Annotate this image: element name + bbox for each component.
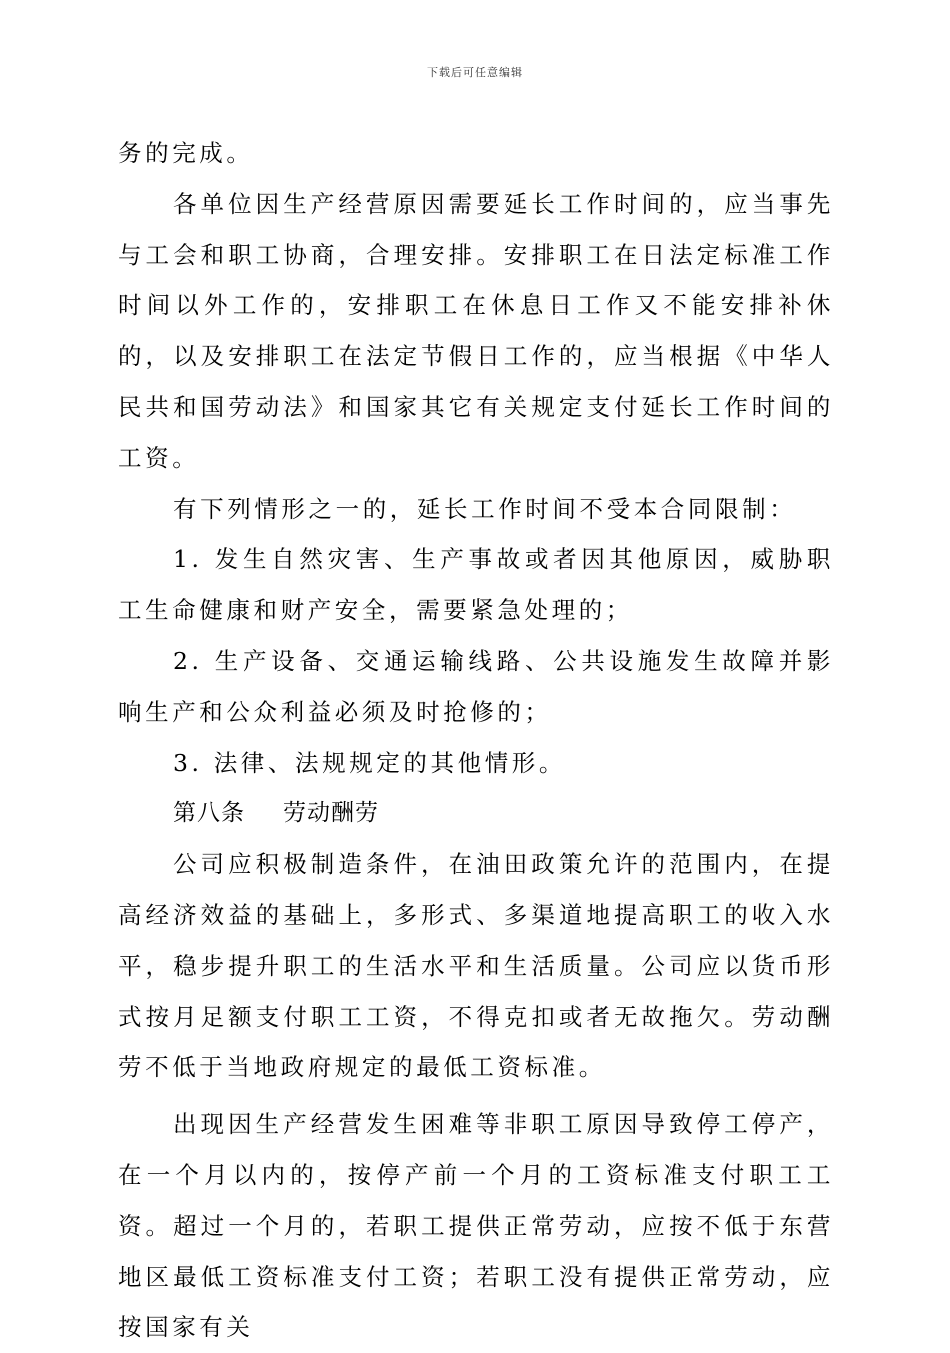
paragraph: 有下列情形之一的，延长工作时间不受本合同限制： bbox=[173, 494, 797, 523]
paragraph: 务的完成。 bbox=[118, 139, 254, 167]
article-number: 第八条 bbox=[173, 800, 245, 827]
list-item: 2. 生产设备、交通运输线路、公共设施发生故障并影响生产和公众利益必须及时抢修的； bbox=[118, 646, 834, 726]
article-title: 劳动酬劳 bbox=[283, 800, 379, 827]
paragraph: 公司应积极制造条件，在油田政策允许的范围内，在提高经济效益的基础上，多形式、多渠道地提高职工的收入水平，稳步提升职工的生活水平和生活质量。公司应以货币形式按月足额支付职工工资，不得克扣或者无故拖欠。劳动酬劳不低于当地政府规定的最低工资标准。 bbox=[118, 850, 834, 1082]
page-header: 下载后可任意编辑 bbox=[427, 66, 523, 79]
article-heading bbox=[118, 788, 834, 839]
paragraph: 各单位因生产经营原因需要延长工作时间的，应当事先与工会和职工协商，合理安排。安排职工在日法定标准工作时间以外工作的，安排职工在休息日工作又不能安排补休的，以及安排职工在法定节假日工作的，应当根据《中华人民共和国劳动法》和国家其它有关规定支付延长工作时间的工资。 bbox=[118, 189, 834, 472]
list-item: 1. 发生自然灾害、生产事故或者因其他原因，威胁职工生命健康和财产安全，需要紧急处理的； bbox=[118, 545, 834, 625]
paragraph: 出现因生产经营发生困难等非职工原因导致停工停产，在一个月以内的，按停产前一个月的工资标准支付职工工资。超过一个月的，若职工提供正常劳动，应按不低于东营地区最低工资标准支付工资；若职工没有提供正常劳动，应按国家有关 bbox=[118, 1110, 834, 1342]
list-item: 3. 法律、法规规定的其他情形。 bbox=[173, 748, 566, 777]
document-body bbox=[118, 128, 834, 1353]
